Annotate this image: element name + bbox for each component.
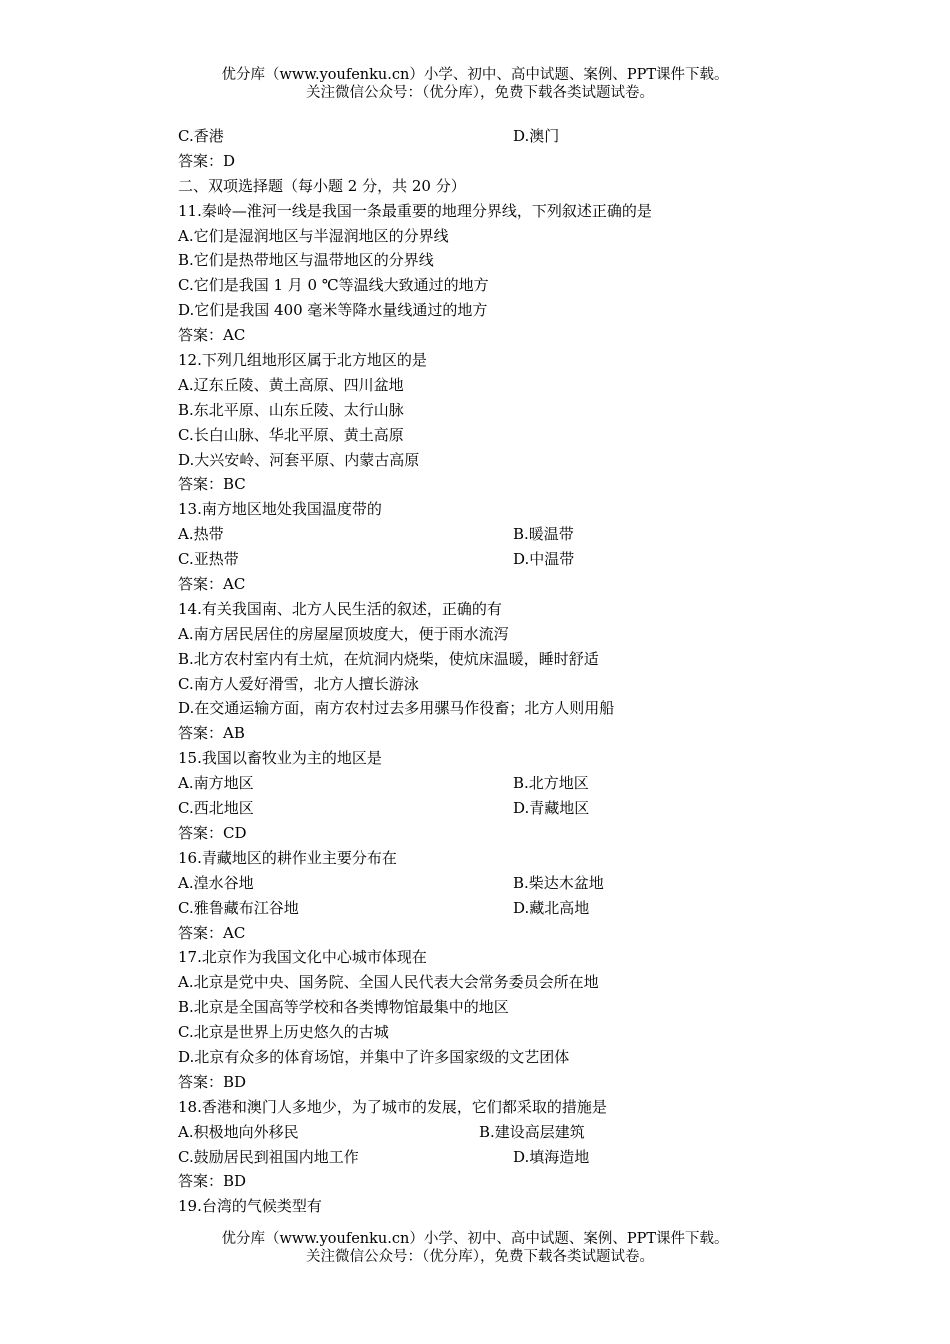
document-body — [178, 124, 798, 1219]
option-line: C.长白山脉、华北平原、黄土高原 — [178, 425, 404, 444]
option-line: D.它们是我国 400 毫米等降水量线通过的地方 — [178, 301, 488, 320]
footer-line-1: 优分库（www.youfenku.cn）小学、初中、高中试题、案例、PPT课件下载。 — [221, 1231, 729, 1247]
option-right: D.青藏地区 — [513, 799, 590, 818]
option-right: B.柴达木盆地 — [513, 873, 604, 892]
option-line: B.北方农村室内有土炕，在炕洞内烧柴，使炕床温暖，睡时舒适 — [178, 649, 599, 668]
question-line: 14.有关我国南、北方人民生活的叙述，正确的有 — [178, 599, 502, 618]
answer-line: 答案：BD — [178, 1172, 247, 1191]
option-line: D.北京有众多的体育场馆，并集中了许多国家级的文艺团体 — [178, 1047, 570, 1066]
footer-line-2: 关注微信公众号：（优分库），免费下载各类试题试卷。 — [306, 1249, 654, 1265]
question-line: 13.南方地区地处我国温度带的 — [178, 500, 382, 519]
option-right: B.建设高层建筑 — [479, 1122, 585, 1141]
option-line: B.北京是全国高等学校和各类博物馆最集中的地区 — [178, 998, 509, 1017]
answer-line: 答案：BD — [178, 1072, 247, 1091]
answer-line: 答案：AC — [178, 326, 246, 345]
option-line: C.北京是世界上历史悠久的古城 — [178, 1023, 389, 1042]
option-right: B.北方地区 — [513, 774, 589, 793]
option-line: A.辽东丘陵、黄土高原、四川盆地 — [178, 375, 404, 394]
option-line: A.它们是湿润地区与半湿润地区的分界线 — [178, 226, 449, 245]
option-pair — [178, 1145, 798, 1170]
option-line: B.东北平原、山东丘陵、太行山脉 — [178, 400, 404, 419]
option-line: A.南方居民居住的房屋屋顶坡度大，便于雨水流泻 — [178, 624, 509, 643]
option-pair — [178, 871, 798, 896]
option-left: C.西北地区 — [178, 799, 254, 818]
answer-line: 答案：AC — [178, 575, 246, 594]
answer-line: 答案：D — [178, 151, 236, 170]
option-left: A.湟水谷地 — [178, 873, 254, 892]
answer-line: 答案：AC — [178, 923, 246, 942]
answer-line: 答案：BC — [178, 475, 246, 494]
option-left: A.热带 — [178, 525, 224, 544]
option-pair — [178, 522, 798, 547]
option-right: D.澳门 — [513, 127, 560, 145]
page-header — [0, 66, 950, 102]
question-line: 19.台湾的气候类型有 — [178, 1197, 322, 1216]
option-line: C.南方人爱好滑雪，北方人擅长游泳 — [178, 674, 419, 693]
option-pair — [178, 547, 798, 572]
option-right: D.藏北高地 — [513, 898, 590, 917]
answer-line: 答案：CD — [178, 823, 247, 842]
option-right: D.中温带 — [513, 550, 575, 569]
option-line: D.在交通运输方面，南方农村过去多用骡马作役畜；北方人则用船 — [178, 699, 615, 718]
option-line: C.它们是我国 1 月 0 ℃等温线大致通过的地方 — [178, 276, 489, 295]
option-right: D.填海造地 — [513, 1147, 590, 1166]
question-line: 15.我国以畜牧业为主的地区是 — [178, 749, 382, 768]
question-line: 18.香港和澳门人多地少，为了城市的发展，它们都采取的措施是 — [178, 1097, 607, 1116]
question-line: 17.北京作为我国文化中心城市体现在 — [178, 948, 427, 967]
page-footer — [0, 1230, 950, 1266]
header-line-2: 关注微信公众号：（优分库），免费下载各类试题试卷。 — [306, 85, 654, 101]
option-pair — [178, 124, 798, 149]
option-left: A.积极地向外移民 — [178, 1122, 299, 1141]
option-pair — [178, 796, 798, 821]
option-pair — [178, 1120, 798, 1145]
question-line: 16.青藏地区的耕作业主要分布在 — [178, 848, 397, 867]
option-line: D.大兴安岭、河套平原、内蒙古高原 — [178, 450, 420, 469]
question-line: 12.下列几组地形区属于北方地区的是 — [178, 351, 427, 370]
option-right: B.暖温带 — [513, 525, 574, 544]
option-left: C.雅鲁藏布江谷地 — [178, 898, 299, 917]
option-pair — [178, 771, 798, 796]
option-left: C.亚热带 — [178, 550, 239, 569]
option-line: A.北京是党中央、国务院、全国人民代表大会常务委员会所在地 — [178, 973, 599, 992]
option-left: C.鼓励居民到祖国内地工作 — [178, 1147, 359, 1166]
question-line: 11.秦岭—淮河一线是我国一条最重要的地理分界线，下列叙述正确的是 — [178, 201, 652, 220]
option-pair — [178, 896, 798, 921]
option-left: C.香港 — [178, 127, 224, 145]
header-line-1: 优分库（www.youfenku.cn）小学、初中、高中试题、案例、PPT课件下载。 — [221, 67, 729, 83]
option-line: B.它们是热带地区与温带地区的分界线 — [178, 251, 434, 270]
answer-line: 答案：AB — [178, 724, 245, 743]
option-left: A.南方地区 — [178, 774, 254, 793]
section-heading: 二、双项选择题（每小题 2 分，共 20 分） — [178, 176, 466, 195]
